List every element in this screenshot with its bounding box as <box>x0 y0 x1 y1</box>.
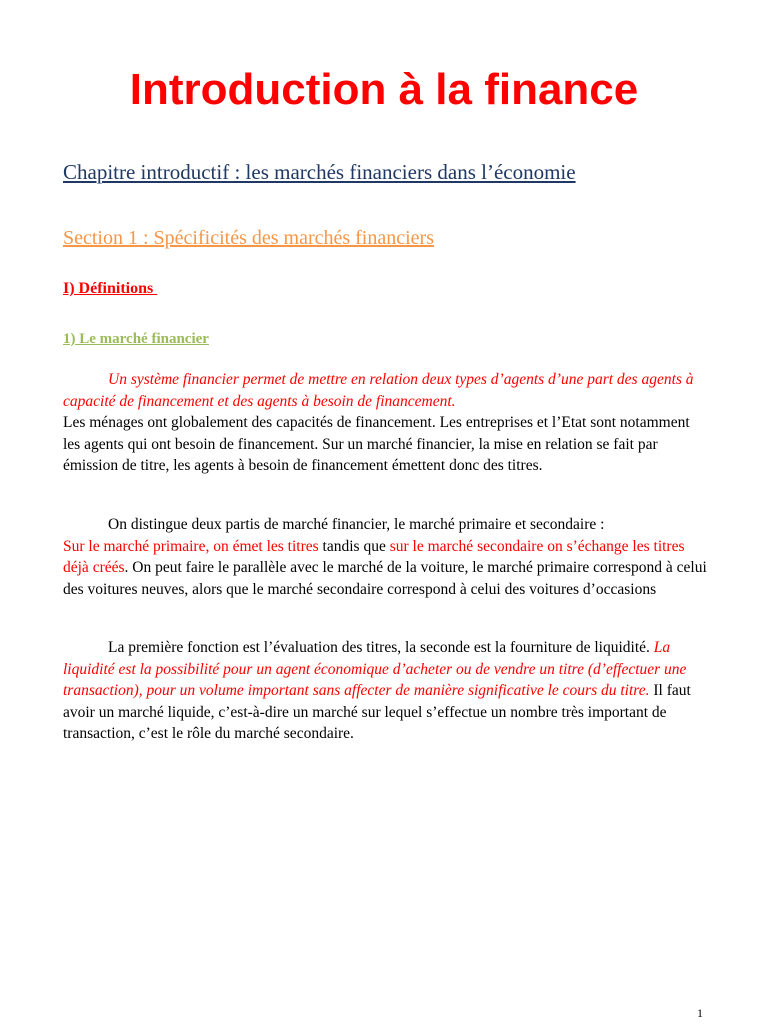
section-heading: Section 1 : Spécificités des marchés financiers <box>63 227 434 249</box>
paragraph-systeme-financier <box>63 369 708 477</box>
paragraph-marche-primaire-secondaire <box>63 514 708 600</box>
highlight-secondaire: sur le marché secondaire on s’échange les titres déjà créés <box>63 537 685 576</box>
paragraph-fonctions <box>63 637 708 745</box>
definitions-heading: I) Définitions <box>63 280 158 297</box>
highlight-primaire: Sur le marché primaire, on émet les titres <box>63 537 319 555</box>
paragraph-text: Il faut avoir un marché liquide, c’est-à-dire un marché sur lequel s’effectue un nombre très important de transaction, c’est le rôle du marché secondaire. <box>63 682 691 742</box>
subsection-heading: 1) Le marché financier <box>63 331 209 347</box>
chapter-heading: Chapitre introductif : les marchés financiers dans l’économie <box>63 160 576 184</box>
connector-text: tandis que <box>318 537 390 555</box>
definition-text: Un système financier permet de mettre en relation deux types d’agents d’une part des agents à capacité de financement et des agents à besoin de financement. <box>63 371 694 410</box>
paragraph-intro: On distingue deux partis de marché financier, le marché primaire et secondaire : <box>108 516 605 533</box>
paragraph-text: Les ménages ont globalement des capacités de financement. Les entreprises et l’Etat sont notamment les agents qui ont besoin de financement. Sur un marché financier, la mise en relation se fait par émission de titre, les agents à besoin de financement émettent donc des titres. <box>63 414 690 474</box>
page-number: 1 <box>697 1006 703 1020</box>
document-title: Introduction à la finance <box>129 65 639 114</box>
liquidity-definition: La liquidité est la possibilité pour un agent économique d’acheter ou de vendre un titre (d’effectuer une transaction), pour un volume important sans affecter de manière significative le cours du titre. <box>63 639 687 699</box>
paragraph-intro: La première fonction est l’évaluation des titres, la seconde est la fourniture de liquidité. <box>108 639 654 656</box>
paragraph-text: . On peut faire le parallèle avec le marché de la voiture, le marché primaire correspond à celui des voitures neuves, alors que le marché secondaire correspond à celui des voitures d’occasions <box>63 559 707 598</box>
